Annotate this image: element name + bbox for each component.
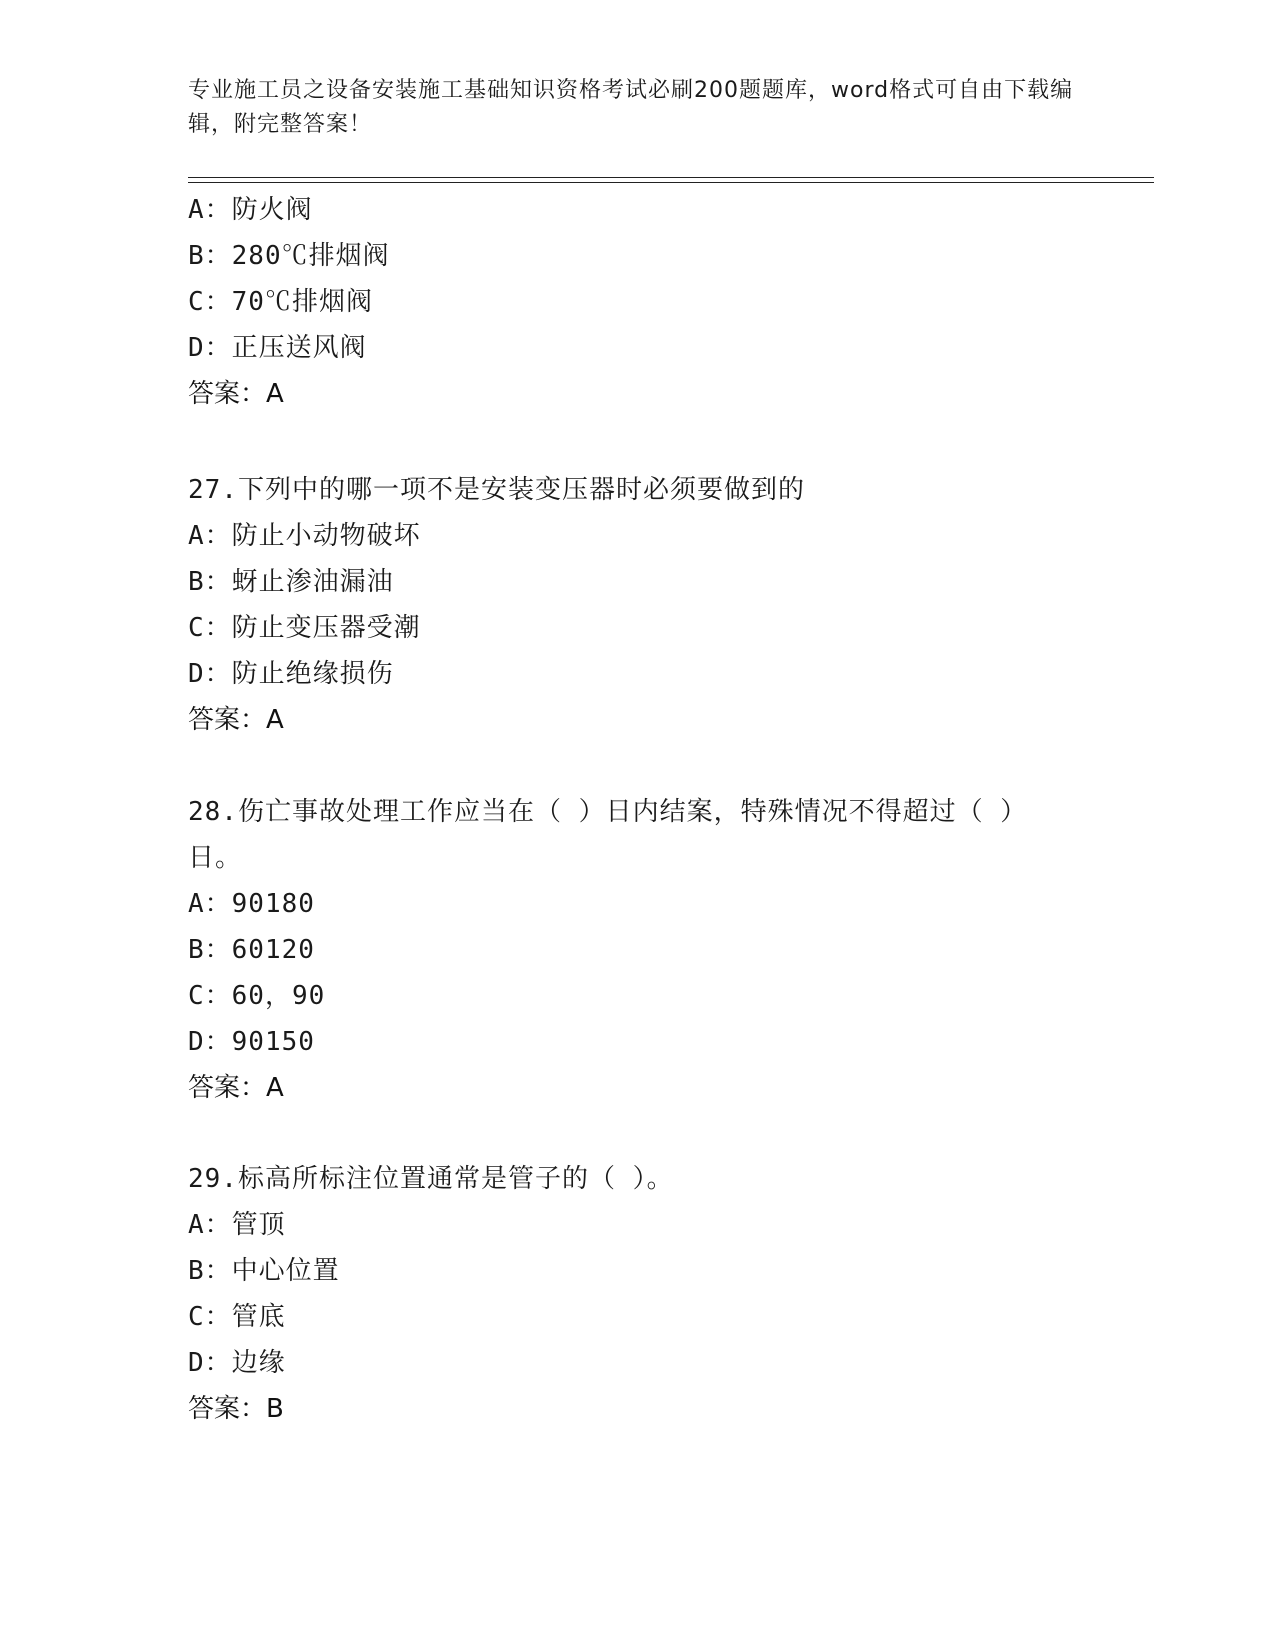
option-a: A：防火阀 xyxy=(188,195,313,225)
document-header: 专业施工员之设备安装施工基础知识资格考试必刷200题题库，word格式可自由下载编辑，附完整答案！ xyxy=(188,78,1074,137)
option-a: A：管顶 xyxy=(188,1210,286,1240)
option-c: C：防止变压器受潮 xyxy=(188,613,421,643)
option-a: A：防止小动物破坏 xyxy=(188,521,421,551)
question-text: 29.标高所标注位置通常是管子的（ ）。 xyxy=(188,1164,674,1194)
question-27 xyxy=(188,467,1088,743)
answer: 答案：A xyxy=(188,379,284,409)
question-text: 28.伤亡事故处理工作应当在（ ）日内结案，特殊情况不得超过（ ）日。 xyxy=(188,797,1028,873)
header-divider-bottom xyxy=(188,182,1154,183)
option-c: C：60，90 xyxy=(188,981,326,1011)
question-26 xyxy=(188,187,1088,417)
option-d: D：防止绝缘损伤 xyxy=(188,659,394,689)
option-b: B：280℃排烟阀 xyxy=(188,241,390,271)
answer: 答案：B xyxy=(188,1394,284,1424)
option-c: C：70℃排烟阀 xyxy=(188,287,373,317)
header-divider-top xyxy=(188,177,1154,178)
option-b: B：中心位置 xyxy=(188,1256,340,1286)
option-b: B：60120 xyxy=(188,935,315,965)
option-b: B：蚜止渗油漏油 xyxy=(188,567,394,597)
question-28 xyxy=(188,789,1088,1111)
question-text: 27.下列中的哪一项不是安装变压器时必须要做到的 xyxy=(188,475,805,505)
question-29 xyxy=(188,1156,1088,1432)
option-d: D：正压送风阀 xyxy=(188,333,367,363)
option-a: A：90180 xyxy=(188,889,315,919)
option-c: C：管底 xyxy=(188,1302,286,1332)
answer: 答案：A xyxy=(188,1073,284,1103)
option-d: D：边缘 xyxy=(188,1348,286,1378)
answer: 答案：A xyxy=(188,705,284,735)
option-d: D：90150 xyxy=(188,1027,315,1057)
